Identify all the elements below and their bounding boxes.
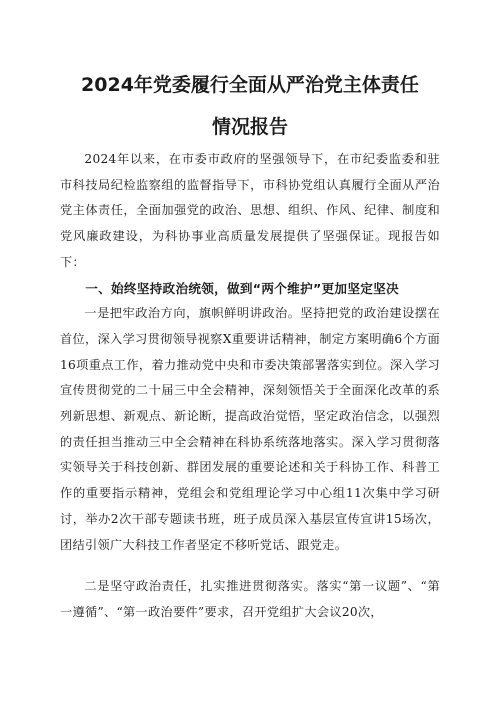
intro-paragraph: 2024年以来，在市委市政府的坚强领导下，在市纪委监委和驻市科技局纪检监察组的监督指导下，市科协党组认真履行全面从严治党主体责任，全面加强党的政治、思想、组织、作风、纪律、制度和党风廉政建设，为科协事业高质量发展提供了坚强保证。现报告如下：	[60, 152, 440, 269]
document-title-line-2: 情况报告	[211, 116, 288, 138]
paragraph-gap	[60, 558, 440, 574]
document-title-line-1: 2024年党委履行全面从严治党主体责任	[81, 74, 419, 96]
document-body	[60, 147, 440, 626]
section-1-paragraph-2: 二是坚守政治责任，扎实推进贯彻落实。落实“第一议题”、“第一遵循”、“第一政治要件”要求，召开党组扩大会议20次，	[60, 579, 440, 619]
section-1-paragraph-1: 一是把牢政治方向，旗帜鲜明讲政治。坚持把党的政治建设摆在首位，深入学习贯彻领导视察X重要讲话精神，制定方案明确6个方面16项重点工作，着力推动党中央和市委决策部署落实到位。深入学习宣传贯彻党的二十届三中全会精神，深刻领悟关于全面深化改革的系列新思想、新观点、新论断，提高政治觉悟，坚定政治信念，以强烈的责任担当推动三中全会精神在科协系统落地落实。深入学习贯彻落实领导关于科技创新、群团发展的重要论述和关于科协工作、科普工作的重要指示精神，党组会和党组理论学习中心组11次集中学习研讨，举办2次干部专题读书班，班子成员深入基层宣传宣讲15场次，团结引领广大科技工作者坚定不移听党话、跟党走。	[60, 306, 440, 552]
section-1-heading: 一、始终坚持政治统领，做到“两个维护”更加坚定坚决	[85, 280, 399, 296]
